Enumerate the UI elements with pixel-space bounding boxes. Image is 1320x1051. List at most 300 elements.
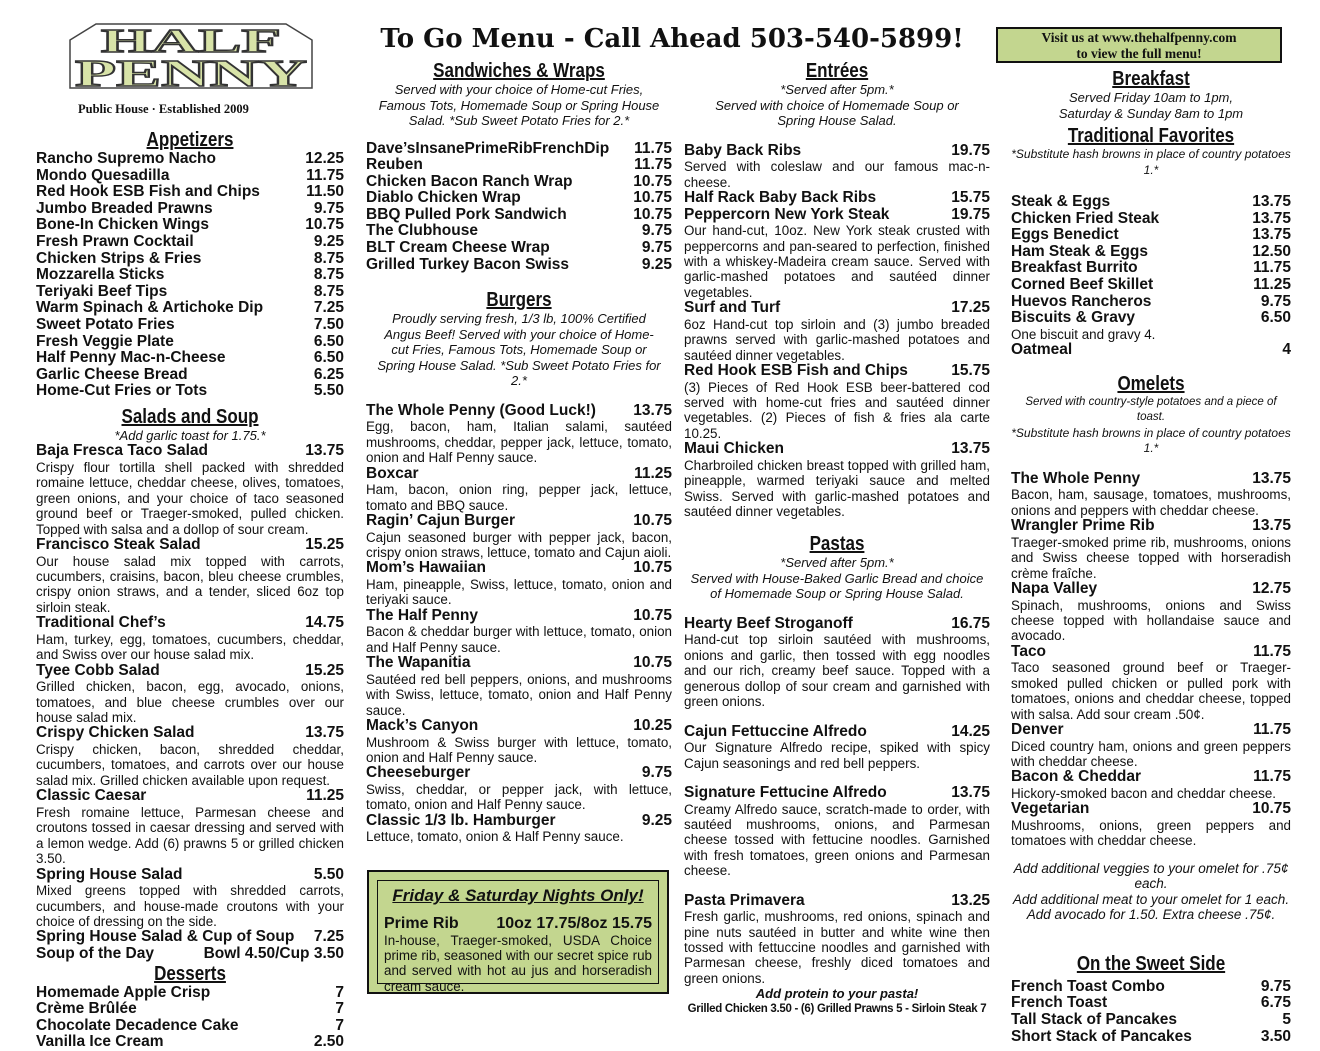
omelets-note-1: Served with country-style potatoes and a piece of toast. bbox=[1025, 395, 1277, 424]
column-right bbox=[1011, 68, 1291, 1045]
menu-item-price: 16.75 bbox=[951, 614, 990, 632]
sandwiches-note: Served with your choice of Home-cut Fries, Famous Tots, Homemade Soup or Spring House Salad. *Sub Sweet Potato Fries for 2.* bbox=[378, 82, 660, 128]
menu-item-jumbo-breaded-prawns bbox=[36, 201, 344, 218]
menu-item-price: 10.75 bbox=[1252, 800, 1291, 818]
menu-item-price: 6.25 bbox=[313, 365, 344, 383]
menu-item-name: Pasta Primavera bbox=[684, 891, 805, 909]
menu-item-desc: Lettuce, tomato, onion & Half Penny sauce. bbox=[366, 829, 624, 845]
menu-item-row bbox=[1011, 244, 1291, 261]
menu-item-name: BLT Cream Cheese Wrap bbox=[366, 239, 550, 257]
menu-item-name: Boxcar bbox=[366, 464, 419, 482]
menu-item-desc: Ham, pineapple, Swiss, lettuce, tomato, onion and teriyaki sauce. bbox=[366, 576, 672, 608]
menu-item-francisco-steak-salad bbox=[36, 537, 344, 615]
menu-item-bbq-pulled-pork-sandwich bbox=[366, 207, 672, 224]
menu-item-desc: Hickory-smoked bacon and cheddar cheese. bbox=[1011, 786, 1276, 801]
omelet-extra-note: Add avocado for 1.50. Extra cheese .75¢. bbox=[1026, 907, 1276, 923]
menu-item-desc: Crispy chicken, bacon, shredded cheddar, cucumbers, tomatoes, and carrots over our house salad mix. Grilled chicken available upon request. bbox=[36, 742, 344, 788]
menu-item-row bbox=[684, 724, 990, 741]
menu-item-desc: Creamy Alfredo sauce, scratch-made to order, with sautéed mushrooms, onions, and Parmesan cheese tossed with fettucine noodles. Garnished with fresh tomatoes, green onions and Parmesan cheese. bbox=[684, 801, 990, 879]
menu-item-price: Bowl 4.50/Cup 3.50 bbox=[203, 944, 344, 962]
menu-item-vanilla-ice-cream bbox=[36, 1034, 344, 1051]
menu-item-row bbox=[36, 615, 344, 632]
menu-item-row bbox=[366, 813, 672, 830]
menu-item-price: 9.75 bbox=[641, 222, 672, 240]
menu-item-dave-sinsaneprimeribfrenchdip bbox=[366, 141, 672, 158]
menu-item-row bbox=[366, 157, 672, 174]
menu-item-name: Mack’s Canyon bbox=[366, 717, 479, 734]
menu-item-fresh-veggie-plate bbox=[36, 334, 344, 351]
menu-item-classic-caesar bbox=[36, 788, 344, 866]
menu-item-price: 9.75 bbox=[641, 764, 672, 782]
menu-item-price: 6.50 bbox=[313, 349, 344, 367]
menu-item-short-stack-of-pancakes bbox=[1011, 1029, 1291, 1046]
menu-item-price: 11.75 bbox=[306, 166, 344, 184]
menu-item-name: The Wapanitia bbox=[366, 654, 471, 672]
menu-item-french-toast bbox=[1011, 995, 1291, 1012]
menu-item-vegetarian bbox=[1011, 801, 1291, 848]
menu-item-price: 13.75 bbox=[1252, 193, 1291, 210]
menu-item-cajun-fettuccine-alfredo bbox=[684, 724, 990, 771]
sandwiches-title: Sandwiches & Wraps bbox=[433, 60, 605, 82]
menu-item-row bbox=[1011, 1012, 1291, 1029]
menu-item-row bbox=[1011, 1029, 1291, 1046]
menu-item-red-hook-esb-fish-and-chips bbox=[684, 363, 990, 441]
menu-item-price: 19.75 bbox=[951, 141, 990, 159]
menu-item-row bbox=[1011, 979, 1291, 996]
entrees-note-2: Served with choice of Homemade Soup or Spring House Salad. bbox=[715, 97, 959, 128]
menu-item-row bbox=[36, 168, 344, 185]
pastas-note-2: Served with House-Baked Garlic Bread and choice of Homemade Soup or Spring House Salad. bbox=[690, 570, 984, 602]
menu-item-price: 11.75 bbox=[634, 139, 672, 157]
menu-item-row bbox=[36, 234, 344, 251]
menu-item-price: 11.75 bbox=[1253, 642, 1291, 660]
menu-item-name: Ham Steak & Eggs bbox=[1011, 242, 1148, 260]
menu-item-tall-stack-of-pancakes bbox=[1011, 1012, 1291, 1029]
menu-item-price: 11.50 bbox=[306, 183, 344, 201]
menu-item-row bbox=[366, 403, 672, 420]
menu-item-name: Homemade Apple Crisp bbox=[36, 983, 211, 1001]
special-box bbox=[367, 870, 669, 994]
menu-item-row bbox=[36, 334, 344, 351]
menu-item-name: Warm Spinach & Artichoke Dip bbox=[36, 299, 264, 317]
menu-item-price: 13.75 bbox=[951, 783, 990, 801]
special-item bbox=[384, 916, 652, 933]
menu-item-biscuits-gravy bbox=[1011, 310, 1291, 327]
menu-item-name: Fresh Veggie Plate bbox=[36, 332, 174, 350]
menu-item-price: 15.25 bbox=[305, 536, 344, 554]
menu-item-name: Rancho Supremo Nacho bbox=[36, 150, 216, 167]
menu-item-row bbox=[36, 217, 344, 234]
menu-item-row bbox=[366, 174, 672, 191]
special-price: 10oz 17.75/8oz 15.75 bbox=[496, 915, 652, 932]
menu-item-row bbox=[36, 251, 344, 268]
menu-item-row bbox=[36, 443, 344, 460]
desserts-list bbox=[36, 985, 344, 1051]
special-name: Prime Rib bbox=[384, 915, 459, 932]
menu-item-desc: Our hand-cut, 10oz. New York steak crusted with peppercorns and pan-seared to perfection, finished with a whiskey-Madeira cream sauce. Served with garlic-mashed potatoes and sautéed dinner vegetables. bbox=[684, 223, 990, 300]
traditional-note: *Substitute hash browns in place of country potatoes 1.* bbox=[1011, 147, 1291, 177]
menu-item-row bbox=[1011, 471, 1291, 488]
menu-item-desc: Mixed greens topped with shredded carrots, cucumbers, and house-made croutons with your choice of dressing on the side. bbox=[36, 883, 344, 929]
menu-item-traditional-chef-s bbox=[36, 615, 344, 662]
burgers-list bbox=[366, 403, 672, 845]
menu-item-mom-s-hawaiian bbox=[366, 560, 672, 607]
menu-item-desc: Mushroom & Swiss burger with lettuce, tomato, onion and Half Penny sauce. bbox=[366, 734, 672, 765]
menu-item-name: Peppercorn New York Steak bbox=[684, 205, 890, 223]
menu-item-mondo-quesadilla bbox=[36, 168, 344, 185]
menu-item-classic-1-3-lb-hamburger bbox=[366, 813, 672, 845]
salads-title: Salads and Soup bbox=[121, 405, 259, 428]
special-heading: Friday & Saturday Nights Only! bbox=[392, 886, 644, 905]
sweet-list bbox=[1011, 979, 1291, 1045]
menu-item-name: French Toast Combo bbox=[1011, 977, 1165, 995]
menu-item-half-rack-baby-back-ribs bbox=[684, 190, 990, 207]
menu-item-name: Ragin’ Cajun Burger bbox=[366, 511, 515, 529]
menu-item-row bbox=[684, 300, 990, 317]
omelet-extra-note: Add additional veggies to your omelet for .75¢ each. bbox=[1013, 860, 1289, 892]
menu-item-warm-spinach-artichoke-dip bbox=[36, 300, 344, 317]
menu-item-row bbox=[1011, 518, 1291, 535]
menu-item-name: BBQ Pulled Pork Sandwich bbox=[366, 205, 567, 223]
menu-item-signature-fettucine-alfredo bbox=[684, 785, 990, 879]
menu-item-price: 10.75 bbox=[633, 172, 672, 190]
menu-item-row bbox=[366, 765, 672, 782]
menu-item-row bbox=[1011, 277, 1291, 294]
menu-item-row bbox=[1011, 310, 1291, 327]
menu-item-price: 9.25 bbox=[641, 811, 672, 829]
menu-item-homemade-apple-crisp bbox=[36, 985, 344, 1002]
menu-item-diablo-chicken-wrap bbox=[366, 190, 672, 207]
traditional-title: Traditional Favorites bbox=[1067, 125, 1235, 147]
menu-item-name: Signature Fettucine Alfredo bbox=[684, 783, 887, 801]
menu-item-rancho-supremo-nacho bbox=[36, 151, 344, 168]
menu-item-price: 8.75 bbox=[313, 282, 344, 300]
menu-item-desc: Our Signature Alfredo recipe, spiked with spicy Cajun seasonings and red bell peppers. bbox=[684, 740, 990, 771]
menu-item-name: Reuben bbox=[366, 156, 423, 174]
menu-item-name: Half Rack Baby Back Ribs bbox=[684, 188, 877, 206]
menu-item-ragin-cajun-burger bbox=[366, 513, 672, 560]
menu-item-steak-eggs bbox=[1011, 194, 1291, 211]
menu-item-napa-valley bbox=[1011, 581, 1291, 644]
menu-item-price: 14.25 bbox=[951, 722, 990, 740]
menu-item-row bbox=[1011, 769, 1291, 786]
menu-item-the-whole-penny-good-luck bbox=[366, 403, 672, 466]
omelets-title: Omelets bbox=[1117, 372, 1185, 395]
menu-item-desc: Swiss, cheddar, or pepper jack, with lettuce, tomato, onion and Half Penny sauce. bbox=[366, 782, 672, 813]
menu-item-name: Teriyaki Beef Tips bbox=[36, 282, 168, 300]
menu-item-name: Garlic Cheese Bread bbox=[36, 365, 188, 383]
menu-item-row bbox=[1011, 194, 1291, 211]
menu-item-desc: Hand-cut top sirloin sautéed with mushrooms, onions and garlic, then tossed with egg noodles and our rich, creamy beef sauce. Topped with a generous dollop of sour cream and garnished with green onions. bbox=[684, 632, 990, 710]
sweet-title: On the Sweet Side bbox=[1076, 952, 1226, 975]
menu-item-pasta-primavera bbox=[684, 893, 990, 987]
menu-item-price: 15.75 bbox=[951, 361, 990, 379]
menu-item-name: Steak & Eggs bbox=[1011, 193, 1111, 210]
menu-item-price: 7.50 bbox=[313, 315, 344, 333]
menu-item-price: 11.75 bbox=[1253, 768, 1291, 786]
menu-item-boxcar bbox=[366, 466, 672, 513]
menu-item-name: Breakfast Burrito bbox=[1011, 259, 1138, 277]
menu-item-desc: Taco seasoned ground beef or Traeger-smoked pulled chicken or pulled pork with tomatoes, onions and cheddar cheese, topped with salsa. Add sour cream .50¢. bbox=[1011, 660, 1291, 722]
menu-item-huevos-rancheros bbox=[1011, 294, 1291, 311]
menu-item-name: Red Hook ESB Fish and Chips bbox=[684, 361, 908, 379]
menu-item-bacon-cheddar bbox=[1011, 769, 1291, 801]
menu-item-price: 12.50 bbox=[1252, 242, 1291, 260]
menu-item-name: Dave’sInsanePrimeRibFrenchDip bbox=[366, 139, 610, 157]
menu-item-chicken-strips-fries bbox=[36, 251, 344, 268]
menu-item-name: Baby Back Ribs bbox=[684, 141, 802, 159]
menu-item-price: 10.75 bbox=[305, 216, 344, 234]
menu-item-row bbox=[366, 223, 672, 240]
menu-item-price: 9.75 bbox=[641, 239, 672, 257]
menu-item-row bbox=[1011, 722, 1291, 739]
menu-item-desc: Diced country ham, onions and green peppers with cheddar cheese. bbox=[1011, 738, 1291, 769]
menu-item-price: 9.75 bbox=[1260, 977, 1291, 995]
menu-item-name: Chicken Fried Steak bbox=[1011, 209, 1160, 227]
menu-item-blt-cream-cheese-wrap bbox=[366, 240, 672, 257]
menu-item-row bbox=[1011, 227, 1291, 244]
salads-list bbox=[36, 443, 344, 962]
menu-item-name: The Whole Penny bbox=[1011, 469, 1141, 487]
special-desc: In-house, Traeger-smoked, USDA Choice prime rib, seasoned with our secret spice rub and served with hot au jus and horseradish cream sauce. bbox=[384, 932, 652, 994]
menu-item-price: 13.75 bbox=[1252, 469, 1291, 487]
menu-item-desc: Grilled chicken, bacon, egg, avocado, onions, tomatoes, and blue cheese crumbles over our house salad mix. bbox=[36, 679, 344, 726]
menu-item-desc: Sautéed red bell peppers, onions, and mushrooms with Swiss, lettuce, tomato, onion and Half Penny sauce. bbox=[366, 671, 672, 718]
menu-item-price: 13.75 bbox=[1252, 226, 1291, 244]
menu-item-row bbox=[684, 190, 990, 207]
menu-item-name: Cajun Fettuccine Alfredo bbox=[684, 722, 867, 740]
menu-item-name: Chicken Strips & Fries bbox=[36, 249, 202, 267]
menu-item-row bbox=[36, 663, 344, 680]
menu-item-price: 6.75 bbox=[1260, 994, 1291, 1012]
menu-item-price: 10.75 bbox=[633, 654, 672, 672]
menu-item-price: 10.75 bbox=[633, 511, 672, 529]
protein-list: Grilled Chicken 3.50 - (6) Grilled Prawns 5 - Sirloin Steak 7 bbox=[687, 1002, 987, 1015]
menu-item-row bbox=[1011, 260, 1291, 277]
menu-item-desc: Ham, turkey, egg, tomatoes, cucumbers, cheddar, and Swiss over our house salad mix. bbox=[36, 631, 344, 663]
menu-item-price: 8.75 bbox=[313, 266, 344, 284]
menu-item-name: Half Penny Mac-n-Cheese bbox=[36, 349, 226, 367]
menu-item-row bbox=[366, 141, 672, 158]
menu-item-grilled-turkey-bacon-swiss bbox=[366, 257, 672, 274]
column-right-middle bbox=[684, 60, 990, 1017]
menu-item-row bbox=[684, 785, 990, 802]
menu-item-name: Classic 1/3 lb. Hamburger bbox=[366, 811, 556, 829]
svg-text:PENNY: PENNY bbox=[75, 53, 307, 95]
menu-item-row bbox=[684, 616, 990, 633]
menu-item-desc: Traeger-smoked prime rib, mushrooms, onions and Swiss cheese topped with horseradish crème fraîche. bbox=[1011, 534, 1291, 581]
menu-item-row bbox=[1011, 801, 1291, 818]
menu-item-desc: Bacon, ham, sausage, tomatoes, mushrooms, onions and peppers with cheddar cheese. bbox=[1011, 487, 1291, 518]
menu-item-price: 13.75 bbox=[305, 724, 344, 742]
menu-item-price: 9.25 bbox=[313, 232, 344, 250]
menu-item-name: Mondo Quesadilla bbox=[36, 166, 170, 184]
oatmeal-name: Oatmeal bbox=[1011, 341, 1073, 359]
menu-item-name: Mozzarella Sticks bbox=[36, 266, 165, 284]
menu-item-baby-back-ribs bbox=[684, 143, 990, 190]
menu-item-soup-of-the-day bbox=[36, 946, 344, 963]
menu-item-chicken-fried-steak bbox=[1011, 211, 1291, 228]
menu-item-row bbox=[36, 725, 344, 742]
menu-item-eggs-benedict bbox=[1011, 227, 1291, 244]
menu-item-row bbox=[366, 655, 672, 672]
menu-item-name: Tyee Cobb Salad bbox=[36, 661, 160, 679]
menu-item-row bbox=[684, 363, 990, 380]
menu-item-name: Mom’s Hawaiian bbox=[366, 559, 487, 577]
menu-item-name: Jumbo Breaded Prawns bbox=[36, 199, 213, 217]
menu-item-name: Short Stack of Pancakes bbox=[1011, 1027, 1192, 1045]
menu-item-row bbox=[36, 929, 344, 946]
menu-item-sweet-potato-fries bbox=[36, 317, 344, 334]
entrees-note-1: *Served after 5pm.* bbox=[780, 82, 894, 97]
menu-item-row bbox=[684, 207, 990, 224]
menu-item-red-hook-esb-fish-and-chips bbox=[36, 184, 344, 201]
menu-item-row bbox=[36, 985, 344, 1002]
menu-item-row bbox=[1011, 294, 1291, 311]
salads-note: *Add garlic toast for 1.75.* bbox=[114, 427, 266, 443]
menu-item-price: 9.25 bbox=[641, 255, 672, 273]
menu-item-tyee-cobb-salad bbox=[36, 663, 344, 726]
menu-item-price: 7 bbox=[335, 1016, 344, 1034]
menu-item-name: Eggs Benedict bbox=[1011, 226, 1119, 244]
menu-item-price: 11.25 bbox=[634, 464, 672, 482]
menu-item-row bbox=[366, 240, 672, 257]
menu-item-desc: Ham, bacon, onion ring, pepper jack, lettuce, tomato and BBQ sauce. bbox=[366, 482, 672, 513]
breakfast-note-2: Saturday & Sunday 8am to 1pm bbox=[1058, 105, 1244, 121]
menu-item-surf-and-turf bbox=[684, 300, 990, 363]
menu-item-garlic-cheese-bread bbox=[36, 367, 344, 384]
menu-item-bone-in-chicken-wings bbox=[36, 217, 344, 234]
omelets-extras bbox=[1011, 861, 1291, 923]
menu-item-mack-s-canyon bbox=[366, 718, 672, 765]
menu-item-name: Biscuits & Gravy bbox=[1011, 309, 1136, 327]
menu-item-row bbox=[366, 560, 672, 577]
pastas-note-1: *Served after 5pm.* bbox=[780, 555, 894, 571]
breakfast-note-1: Served Friday 10am to 1pm, bbox=[1068, 90, 1234, 105]
menu-item-desc: Crispy flour tortilla shell packed with shredded romaine lettuce, cheddar cheese, olives, tomatoes, green onions, and your choice of taco seasoned ground beef or Traeger-smoked, pulled chicken. Topped with salsa and a dollop of sour cream. bbox=[36, 460, 344, 537]
menu-item-row bbox=[36, 1001, 344, 1018]
oatmeal-price: 4 bbox=[1282, 341, 1291, 359]
appetizers-title: Appetizers bbox=[146, 129, 234, 151]
menu-item-name: The Clubhouse bbox=[366, 222, 478, 240]
menu-item-price: 12.75 bbox=[1252, 579, 1291, 597]
website-box bbox=[996, 27, 1282, 63]
menu-item-price: 13.75 bbox=[951, 440, 990, 458]
menu-item-row bbox=[36, 946, 344, 963]
menu-item-price: 17.25 bbox=[951, 299, 990, 317]
menu-item-price: 11.75 bbox=[1253, 259, 1291, 277]
menu-item-mozzarella-sticks bbox=[36, 267, 344, 284]
menu-item-desc: Cajun seasoned burger with pepper jack, bacon, crispy onion straws, lettuce, tomato and Cajun aioli. bbox=[366, 529, 672, 560]
menu-item-row bbox=[36, 788, 344, 805]
menu-item-row bbox=[36, 300, 344, 317]
menu-item-row bbox=[1011, 581, 1291, 598]
omelets-note-2: *Substitute hash browns in place of country potatoes 1.* bbox=[1011, 425, 1291, 456]
menu-item-desc: Served with coleslaw and our famous mac-n-cheese. bbox=[684, 159, 990, 190]
menu-item-name: The Half Penny bbox=[366, 606, 478, 624]
menu-item-name: Taco bbox=[1011, 642, 1047, 660]
menu-item-row bbox=[1011, 211, 1291, 228]
menu-item-price: 11.25 bbox=[306, 787, 344, 805]
menu-item-desc: Bacon & cheddar burger with lettuce, tomato, onion and Half Penny sauce. bbox=[366, 624, 672, 655]
menu-item-price: 14.75 bbox=[305, 614, 344, 632]
menu-item-name: Francisco Steak Salad bbox=[36, 536, 201, 554]
menu-item-price: 13.75 bbox=[1252, 517, 1291, 535]
menu-item-price: 7 bbox=[335, 1000, 344, 1018]
menu-item-price: 15.25 bbox=[305, 661, 344, 679]
menu-item-desc: Spinach, mushrooms, onions and Swiss cheese topped with hollandaise sauce and avocado. bbox=[1011, 597, 1291, 644]
menu-item-price: 13.75 bbox=[305, 442, 344, 460]
menu-item-name: Wrangler Prime Rib bbox=[1011, 517, 1155, 535]
menu-item-price: 19.75 bbox=[951, 205, 990, 223]
menu-item-row bbox=[366, 257, 672, 274]
menu-item-price: 10.75 bbox=[633, 189, 672, 207]
menu-item-name: Napa Valley bbox=[1011, 579, 1098, 597]
menu-item-the-wapanitia bbox=[366, 655, 672, 718]
menu-item-baja-fresca-taco-salad bbox=[36, 443, 344, 537]
menu-item-fresh-prawn-cocktail bbox=[36, 234, 344, 251]
menu-item-name: Hearty Beef Stroganoff bbox=[684, 614, 853, 632]
entrees-list bbox=[684, 143, 990, 520]
menu-item-name: Fresh Prawn Cocktail bbox=[36, 232, 194, 250]
menu-item-peppercorn-new-york-steak bbox=[684, 207, 990, 301]
column-middle bbox=[366, 60, 672, 845]
menu-item-name: Tall Stack of Pancakes bbox=[1011, 1011, 1177, 1028]
menu-item-row bbox=[684, 143, 990, 160]
logo-tagline: Public House · Established 2009 bbox=[78, 102, 249, 116]
menu-item-row bbox=[366, 190, 672, 207]
menu-item-price: 10.75 bbox=[633, 205, 672, 223]
menu-item-price: 11.25 bbox=[1253, 275, 1291, 293]
burgers-note: Proudly serving fresh, 1/3 lb, 100% Certified Angus Beef! Served with your choice of Home-cut Fries, Famous Tots, Homemade Soup or Spring House Salad. *Sub Sweet Potato Fries for 2.* bbox=[377, 311, 661, 389]
menu-item-name: Diablo Chicken Wrap bbox=[366, 189, 521, 207]
menu-item-price: 3.50 bbox=[1260, 1027, 1291, 1045]
appetizers-list bbox=[36, 151, 344, 400]
menu-item-name: Bone-In Chicken Wings bbox=[36, 216, 209, 234]
omelet-extra-note: Add additional meat to your omelet for 1 each. bbox=[1012, 891, 1290, 907]
menu-item-row bbox=[366, 207, 672, 224]
menu-item-desc: Egg, bacon, ham, Italian salami, sautéed mushrooms, cheddar, pepper jack, lettuce, tomato, onion and Half Penny sauce. bbox=[366, 419, 672, 466]
menu-item-row bbox=[366, 513, 672, 530]
menu-item-corned-beef-skillet bbox=[1011, 277, 1291, 294]
menu-item-name: Soup of the Day bbox=[36, 944, 154, 962]
menu-item-row bbox=[36, 267, 344, 284]
menu-item-price: 2.50 bbox=[313, 1033, 344, 1051]
menu-item-row bbox=[36, 383, 344, 400]
menu-item-name: Spring House Salad & Cup of Soup bbox=[36, 928, 295, 946]
menu-item-price: 12.25 bbox=[305, 150, 344, 167]
menu-item-price: 7 bbox=[335, 983, 344, 1001]
menu-item-row bbox=[684, 441, 990, 458]
menu-item-row bbox=[36, 350, 344, 367]
menu-item-row bbox=[1011, 644, 1291, 661]
pastas-title: Pastas bbox=[809, 533, 865, 556]
menu-item-price: 7.25 bbox=[313, 299, 344, 317]
menu-item-desc: Fresh garlic, mushrooms, red onions, spinach and pine nuts sautéed in butter and white wine then tossed with fettuccine noodles and garnished with Parmesan cheese, freshly diced tomatoes and green onions. bbox=[684, 909, 990, 986]
menu-item-price: 8.75 bbox=[313, 249, 344, 267]
menu-item-price: 13.75 bbox=[633, 401, 672, 419]
menu-item-name: Huevos Rancheros bbox=[1011, 292, 1152, 310]
menu-item-ham-steak-eggs bbox=[1011, 244, 1291, 261]
menu-item-row bbox=[36, 151, 344, 168]
menu-item-row bbox=[36, 184, 344, 201]
desserts-title: Desserts bbox=[154, 962, 226, 985]
menu-item-row bbox=[1011, 995, 1291, 1012]
website-line-2: to view the full menu! bbox=[1076, 46, 1202, 61]
menu-item-reuben bbox=[366, 157, 672, 174]
menu-item-price: 13.75 bbox=[1252, 209, 1291, 227]
menu-item-name: Chocolate Decadence Cake bbox=[36, 1016, 239, 1034]
